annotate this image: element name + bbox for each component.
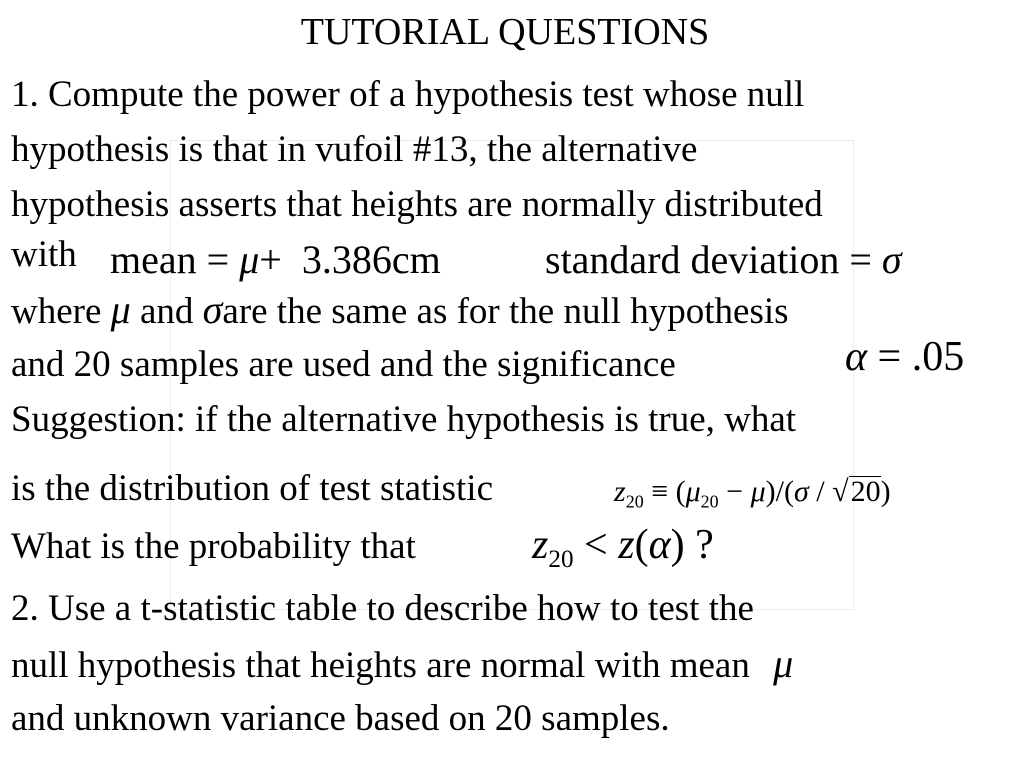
sqrt-argument: 20 — [850, 475, 881, 508]
mu-subscript: 20 — [700, 491, 719, 512]
slash-sign: / — [816, 475, 825, 508]
sigma-symbol: σ — [881, 237, 902, 282]
close-paren: ) — [880, 475, 891, 508]
q1-line-3: hypothesis asserts that heights are normally distributed — [11, 184, 823, 225]
mean-eq-sign: = — [206, 237, 230, 282]
close-div: )/( — [765, 475, 794, 508]
q2-line-1: 2. Use a t-statistic table to describe how to test the — [11, 588, 754, 629]
alpha-symbol: α — [648, 522, 671, 568]
probability-expression — [532, 524, 714, 572]
mu-symbol: μ — [773, 641, 794, 686]
z-symbol: z — [618, 522, 635, 568]
q2-line-3: and unknown variance based on 20 samples. — [11, 698, 670, 739]
mu-symbol: μ — [239, 237, 260, 282]
mean-shift-value: 3.386 — [301, 237, 392, 282]
alpha-equation — [845, 336, 964, 378]
open-paren: ( — [634, 522, 649, 568]
alpha-value: .05 — [911, 334, 965, 380]
sd-eq-sign: = — [849, 237, 872, 282]
minus-sign: − — [726, 475, 744, 508]
mean-equation — [110, 237, 441, 282]
sigma-symbol: σ — [202, 287, 223, 332]
mean-unit: cm — [391, 237, 441, 282]
q2-mean-text: null hypothesis that heights are normal with mean — [11, 645, 750, 686]
close-paren: ) — [670, 522, 685, 568]
equiv-sign: ≡ — [651, 475, 669, 508]
sqrt-symbol: √ — [832, 475, 849, 508]
q1-line-7: Suggestion: if the alternative hypothesis is true, what — [11, 399, 797, 440]
q1-line-1: 1. Compute the power of a hypothesis test whose null — [11, 74, 805, 115]
q2-line-2 — [11, 641, 793, 689]
open-paren: ( — [675, 475, 686, 508]
less-than-sign: < — [584, 522, 608, 568]
z-subscript: 20 — [548, 545, 574, 573]
question-mark: ? — [695, 522, 714, 568]
plus-sign: + — [259, 237, 282, 282]
mu-symbol: μ — [110, 287, 131, 332]
sigma-symbol: σ — [793, 475, 809, 508]
z-symbol: z — [614, 475, 626, 508]
mu-symbol: μ — [685, 475, 701, 508]
test-statistic-definition — [614, 476, 891, 510]
alpha-symbol: α — [845, 334, 868, 380]
where-text: where — [11, 291, 102, 332]
same-as-text: are the same as for the null hypothesis — [222, 291, 789, 332]
q1-line-2: hypothesis is that in vufoil #13, the alternative — [11, 129, 698, 170]
mean-lhs: mean — [110, 237, 197, 282]
sd-equation — [545, 237, 902, 282]
q1-line-9: What is the probability that — [11, 526, 416, 567]
z-symbol: z — [532, 522, 549, 568]
and-text: and — [139, 291, 194, 332]
page-title: TUTORIAL QUESTIONS — [300, 11, 710, 53]
z-subscript: 20 — [625, 491, 644, 512]
alpha-eq-sign: = — [877, 334, 902, 380]
mu-symbol: μ — [750, 475, 766, 508]
q1-line-5 — [11, 287, 789, 335]
q1-line-8: is the distribution of test statistic — [11, 468, 493, 509]
q1-line-4: with — [11, 234, 77, 275]
sd-lhs: standard deviation — [545, 237, 840, 282]
q1-line-6: and 20 samples are used and the significance — [11, 344, 676, 385]
